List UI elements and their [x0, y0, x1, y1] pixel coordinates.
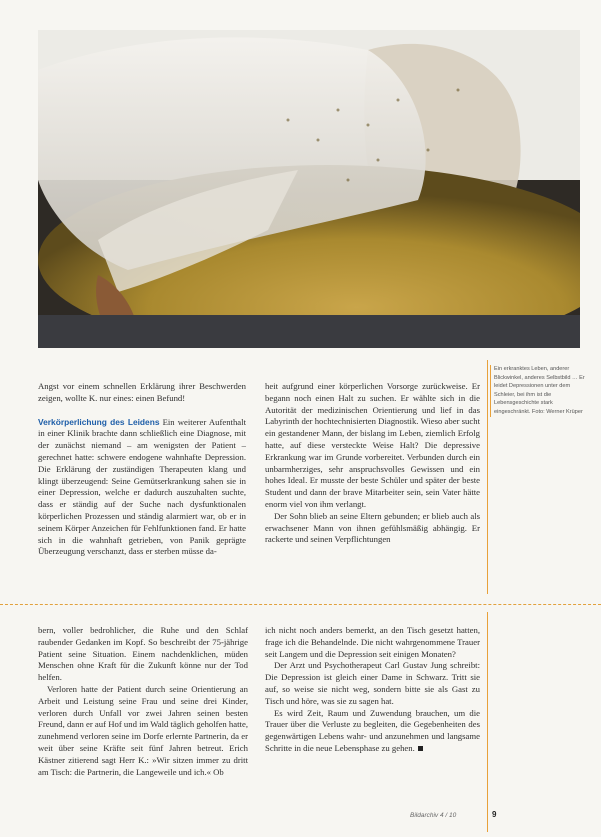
column-2: [265, 381, 480, 546]
column-rule: [487, 612, 488, 832]
paragraph: ich nicht noch anders bemerkt, an den Tisch gesetzt hatten, frage ich die Behandelnde. Die nicht wahrgenommene Trauer seit Langem und die Depression seit einigen Monaten?: [265, 625, 480, 659]
magazine-issue: Bildarchiv 4 / 10: [410, 812, 457, 819]
column-4: [265, 625, 480, 755]
paragraph: Verloren hatte der Patient durch seine Orientierung an Arbeit und Leistung seine Frau und seine drei Kinder, verloren durch Unfall vor zwei Jahren seinen besten Freund, dann er auf Hof und im Wald täglich geholfen hatte, zunehmend verloren seine im Dorfe erlernte Partnerin, da er weit über seine Kräfte seit fünf Jahren betreut. Erich Kästner zitierend sagt Herr K.: »Wir sitzen immer zu dritt am Tisch: die Partnerin, die Langeweile und ich.« Ob: [38, 683, 248, 777]
paragraph: [38, 417, 246, 559]
column-rule: [487, 360, 488, 594]
paragraph: heit aufgrund einer körperlichen Vorsorge zurückweise. Er begann noch einen Halt zu suchen. Er wählte sich in die Autorität der medizinischen Orientierung und lief in das Labyrinth der hochtechnisierten Diagnostik. Wieso aber sucht ein gestandener Mann, der bislang im Leben, ziemlich Erfolg hatte, auf diese versteckte Weise Halt? Die depressive Erkrankung war im Grunde vorbereitet. Verbunden durch ein unbarmherziges, sehr anspruchsvolles Gewissen und ein hohes Ideal. Er musste der beste Schüler und später der beste Student und dann der brave Mitarbeiter sein, sein Vater hätte enorm viel von ihm verlangt.: [265, 381, 480, 509]
section-subheading: Verkörperlichung des Leidens: [38, 416, 160, 427]
end-of-article-mark: [418, 746, 423, 751]
paragraph-text: Ein weiterer Aufenthalt in einer Klinik brachte dann schließlich eine Diagnose, mit der zunächst niemand – am wenigsten der Patient – gerechnet hatte: schwere endogene wahnhafte Depression. Die Erklärung der zuständigen Therapeuten klang und klingt überzeugend: Seine Gemütserkrankung sahen sie in einer Depression, welche er dadurch auszuhalten suchte, dass er ständig auf der Suche nach dysfunktionalen körperlichen Prozessen und ständig alarmiert war, ob er in seinem Körper Anzeichen für Fehlfunktionen fand. Er hatte sich in die wahnhaft getrieben, von Panik geprägte Überzeugung verschanzt, dass er sterben müsse da-: [38, 416, 246, 557]
paragraph: bern, voller bedrohlicher, die Ruhe und den Schlaf raubender Gedanken im Kopf. So beschreibt der 75-jährige Patient seine Situation. Einem nachdenklichen, müden Menschen ohne Kraft für die Zukunft könne nur der Tod helfen.: [38, 625, 248, 683]
paragraph: [265, 708, 480, 755]
cover-photo: [38, 30, 580, 348]
photo-caption: Ein erkranktes Leben, anderer Blickwinkel, anderes Selbstbild … Er leidet Depressionen unter dem Schleier, bei ihm ist die Lebensgeschichte stark eingeschränkt. Foto: Werner Krüper: [490, 365, 590, 417]
photo-illustration: [38, 30, 580, 348]
paragraph: Angst vor einem schnellen Erklärung ihrer Beschwerden zeigen, wollte K. nur eines: einen Befund!: [38, 381, 246, 403]
page-divider: [0, 604, 601, 605]
column-1: [38, 381, 246, 558]
paragraph: Der Sohn blieb an seine Eltern gebunden; er blieb auch als erwachsener Mann von ihnen gefühlsmäßig abhängig. Er rackerte und seinen Verpflichtungen: [265, 510, 480, 545]
paragraph: Der Arzt und Psychotherapeut Carl Gustav Jung schreibt: Die Depression ist gleich einer Dame in Schwarz. Tritt sie auf, so weise sie nicht weg, sondern bitte sie als Gast zu Tisch und höre, was sie zu sagen hat.: [265, 660, 480, 706]
page-number: 9: [492, 810, 497, 819]
column-3: [38, 625, 248, 778]
paragraph-text: Es wird Zeit, Raum und Zuwendung brauchen, um die Trauer über die Verluste zu begleiten, die Gegebenheiten des gegenwärtigen Lebens wahr- und anzunehmen und langsame Schritte in die neue Lebensphase zu gehen.: [265, 707, 480, 753]
